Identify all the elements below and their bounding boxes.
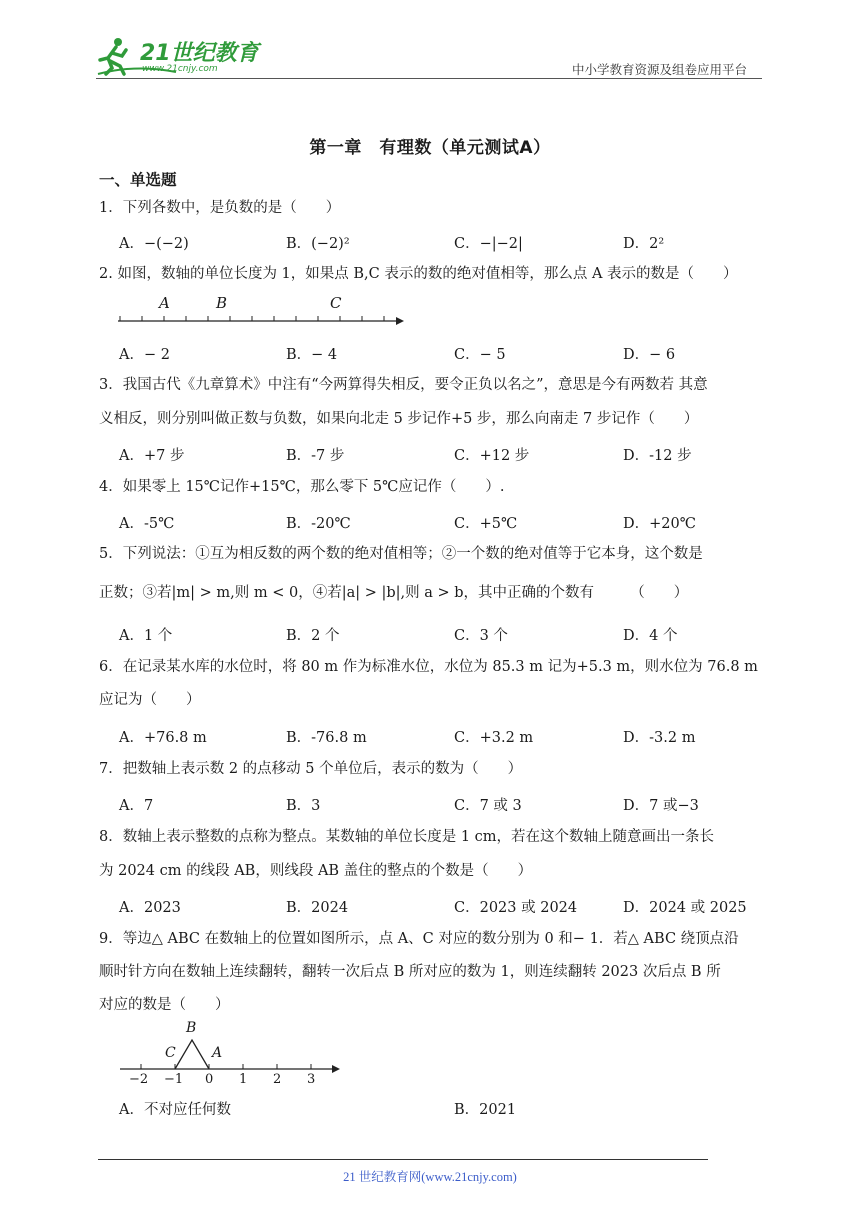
- q5-option-c: C．3 个: [454, 628, 508, 644]
- q9-vertex-label-a: A: [212, 1045, 223, 1061]
- question-9-stem-line-2: 顺时针方向在数轴上连续翻转，翻转一次后点 B 所对应的数为 1，则连续翻转 2023 次后点 B 所: [99, 964, 721, 980]
- q9-tick-label: 2: [273, 1072, 282, 1087]
- q8-option-d: D．2024 或 2025: [623, 900, 747, 916]
- q9-tick-label: 1: [239, 1072, 248, 1087]
- question-9-stem-line-3: 对应的数是（ ）: [99, 997, 230, 1013]
- q2-point-label-a: A: [159, 294, 170, 312]
- logo-url: www.21cnjy.com: [142, 64, 218, 74]
- q2-point-label-b: B: [216, 294, 228, 312]
- question-8-stem-line-2: 为 2024 cm 的线段 AB，则线段 AB 盖住的整点的个数是（ ）: [99, 863, 533, 879]
- question-3-stem-line-2: 义相反，则分别叫做正数与负数，如果向北走 5 步记作+5 步，那么向南走 7 步记作（ ）: [99, 411, 699, 427]
- question-1-stem: 1．下列各数中，是负数的是（ ）: [99, 200, 341, 216]
- q5-option-a: A．1 个: [119, 628, 173, 644]
- q1-option-a: A．−(−2): [119, 236, 189, 252]
- q4-option-d: D．+20℃: [623, 516, 696, 532]
- q2-point-label-c: C: [330, 294, 342, 312]
- question-2-stem: 2. 如图，数轴的单位长度为 1，如果点 B,C 表示的数的绝对值相等，那么点 A 表示的数是（ ）: [99, 266, 738, 282]
- q2-option-d: D．− 6: [623, 347, 676, 363]
- section-heading: 一、单选题: [99, 171, 177, 189]
- q3-option-c: C．+12 步: [454, 448, 530, 464]
- page-title: 第一章 有理数（单元测试A）: [309, 138, 551, 158]
- q2-number-line-figure: [112, 292, 412, 332]
- q7-option-a: A．7: [119, 798, 154, 814]
- q6-option-b: B．-76.8 m: [286, 730, 367, 746]
- q6-option-c: C．+3.2 m: [454, 730, 534, 746]
- q4-option-a: A．-5℃: [119, 516, 175, 532]
- q9-tick-label: −2: [129, 1072, 149, 1087]
- q7-option-c: C．7 或 3: [454, 798, 522, 814]
- q9-tick-label: 0: [205, 1072, 214, 1087]
- question-6-stem-line-1: 6．在记录某水库的水位时，将 80 m 作为标准水位，水位为 85.3 m 记为+5.3 m，则水位为 76.8 m: [99, 659, 758, 675]
- q8-option-c: C．2023 或 2024: [454, 900, 578, 916]
- question-8-stem-line-1: 8．数轴上表示整数的点称为整点。某数轴的单位长度是 1 cm，若在这个数轴上随意画出一条长: [99, 829, 715, 845]
- question-6-stem-line-2: 应记为（ ）: [99, 692, 201, 708]
- q6-option-d: D．-3.2 m: [623, 730, 696, 746]
- q6-option-a: A．+76.8 m: [119, 730, 207, 746]
- question-9-stem-line-1: 9．等边△ ABC 在数轴上的位置如图所示，点 A、C 对应的数分别为 0 和− 1．若△ ABC 绕顶点沿: [99, 931, 739, 947]
- q2-option-b: B．− 4: [286, 347, 338, 363]
- q3-option-d: D．-12 步: [623, 448, 692, 464]
- q9-vertex-label-b: B: [186, 1020, 197, 1036]
- question-7-stem: 7．把数轴上表示数 2 的点移动 5 个单位后，表示的数为（ ）: [99, 761, 523, 777]
- q5-option-d: D．4 个: [623, 628, 678, 644]
- q2-option-c: C．− 5: [454, 347, 506, 363]
- header-divider: [96, 78, 762, 79]
- q9-option-b: B．2021: [454, 1102, 517, 1118]
- q5-option-b: B．2 个: [286, 628, 340, 644]
- footer-divider: [98, 1159, 708, 1160]
- question-5-stem-line-2: 正数；③若|m| > m,则 m < 0，④若|a| > |b|,则 a > b，其中正确的个数有 （ ）: [99, 585, 689, 601]
- q8-option-a: A．2023: [119, 900, 181, 916]
- q9-triangle-number-line-figure: [116, 1020, 346, 1090]
- q1-option-c: C．−|−2|: [454, 236, 523, 252]
- logo-text: 21世纪教育: [140, 41, 259, 66]
- footer-text[interactable]: 21 世纪教育网(www.21cnjy.com): [343, 1170, 517, 1184]
- q9-option-a: A．不对应任何数: [119, 1102, 231, 1118]
- q4-option-c: C．+5℃: [454, 516, 518, 532]
- q1-option-d: D．2²: [623, 236, 665, 252]
- q9-tick-label: 3: [307, 1072, 316, 1087]
- question-3-stem-line-1: 3．我国古代《九章算术》中注有“今两算得失相反，要令正负以名之”，意思是今有两数若 其意: [99, 377, 708, 393]
- q7-option-d: D．7 或−3: [623, 798, 699, 814]
- question-5-stem-line-1: 5．下列说法：①互为相反数的两个数的绝对值相等；②一个数的绝对值等于它本身，这个数是: [99, 546, 703, 562]
- q2-option-a: A．− 2: [119, 347, 170, 363]
- q9-tick-label: −1: [164, 1072, 184, 1087]
- q1-option-b: B．(−2)²: [286, 236, 350, 252]
- site-logo: [96, 34, 266, 78]
- question-4-stem: 4．如果零上 15℃记作+15℃，那么零下 5℃应记作（ ）.: [99, 479, 505, 495]
- q4-option-b: B．-20℃: [286, 516, 351, 532]
- q3-option-b: B．-7 步: [286, 448, 345, 464]
- q8-option-b: B．2024: [286, 900, 349, 916]
- header-platform-text: 中小学教育资源及组卷应用平台: [572, 62, 748, 77]
- q7-option-b: B．3: [286, 798, 321, 814]
- q3-option-a: A．+7 步: [119, 448, 185, 464]
- q9-vertex-label-c: C: [165, 1045, 176, 1061]
